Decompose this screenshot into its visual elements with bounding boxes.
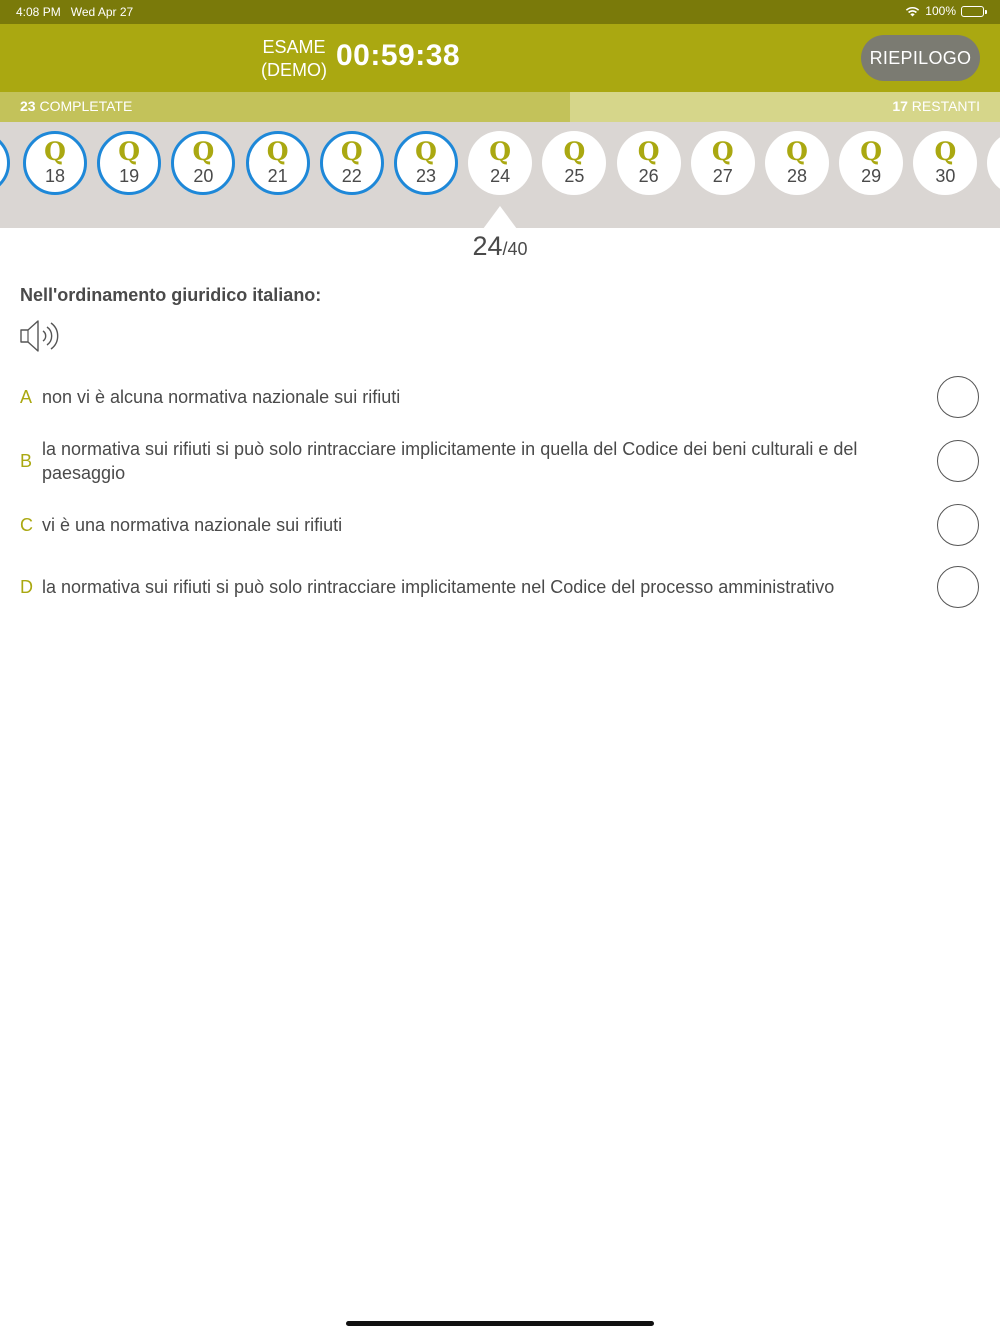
battery-icon <box>961 6 984 17</box>
question-nav-number: 22 <box>341 166 362 186</box>
question-nav-letter: Q <box>415 137 437 166</box>
exam-title-line1: ESAME <box>262 37 326 57</box>
question-nav-item[interactable] <box>97 131 161 195</box>
status-time: 4:08 PM Wed Apr 27 <box>16 5 134 19</box>
summary-button[interactable]: RIEPILOGO <box>861 35 980 81</box>
question-nav-number: 23 <box>415 166 437 186</box>
exam-title <box>258 36 330 82</box>
answer-radio-b[interactable] <box>937 440 979 482</box>
completed-label: 23 COMPLETATE <box>20 98 133 114</box>
question-nav-item[interactable] <box>542 131 606 195</box>
question-nav-item[interactable] <box>839 131 903 195</box>
question-nav-item-partial-right[interactable] <box>987 131 1000 195</box>
answer-radio-c[interactable] <box>937 504 979 546</box>
question-nav-letter: Q <box>489 137 512 166</box>
question-nav-letter: Q <box>860 137 883 166</box>
answer-text: vi è una normativa nazionale sui rifiuti <box>42 515 343 535</box>
question-nav-number: 20 <box>193 166 214 186</box>
question-nav-number: 24 <box>490 166 511 186</box>
question-nav-number: 19 <box>119 166 140 186</box>
answer-radio-a[interactable] <box>937 376 979 418</box>
question-nav-number: 25 <box>564 166 585 186</box>
battery-percent: 100% <box>925 4 956 18</box>
question-nav-item[interactable] <box>394 131 458 195</box>
answer-option-c[interactable] <box>20 504 980 546</box>
status-bar <box>0 0 1000 24</box>
answer-letter: B <box>20 450 33 471</box>
question-nav-letter: Q <box>563 137 586 166</box>
question-nav-item[interactable] <box>320 131 384 195</box>
question-nav-item[interactable] <box>765 131 829 195</box>
status-right <box>905 4 984 18</box>
question-nav-number: 26 <box>638 166 659 186</box>
question-nav-number: 21 <box>267 166 288 186</box>
question-nav-letter: Q <box>118 137 141 166</box>
question-nav-letter: Q <box>711 137 734 166</box>
remaining-label: 17 RESTANTI <box>892 98 980 114</box>
question-nav-item[interactable] <box>913 131 977 195</box>
question-nav-number: 29 <box>861 166 882 186</box>
answer-option-b[interactable] <box>20 437 980 485</box>
answer-letter: A <box>20 386 33 407</box>
answer-text: la normativa sui rifiuti si può solo rintracciare implicitamente nel Codice del processo amministrativo <box>42 577 835 597</box>
question-text: Nell'ordinamento giuridico italiano: <box>20 285 322 305</box>
question-nav-item[interactable] <box>691 131 755 195</box>
question-counter-total: /40 <box>502 239 528 259</box>
answer-option-d[interactable] <box>20 566 980 608</box>
answer-radio-d[interactable] <box>937 566 979 608</box>
question-nav-item[interactable] <box>246 131 310 195</box>
question-nav-number: 27 <box>712 166 733 186</box>
question-nav-letter: Q <box>340 137 363 166</box>
home-indicator[interactable] <box>346 1321 654 1326</box>
answer-letter: C <box>20 514 33 535</box>
question-nav-item[interactable] <box>171 131 235 195</box>
answer-text: la normativa sui rifiuti si può solo rintracciare implicitamente in quella del Codice dei beni culturali e del paesaggio <box>42 439 858 483</box>
question-nav-letter: Q <box>192 137 215 166</box>
exam-header <box>0 24 1000 92</box>
question-nav-letter: Q <box>786 137 808 166</box>
exam-timer: 00:59:38 <box>336 39 461 72</box>
question-nav-number: 18 <box>44 166 66 186</box>
speaker-icon[interactable] <box>18 316 62 356</box>
answer-option-a[interactable] <box>20 376 980 418</box>
exam-title-line2: (DEMO) <box>261 60 327 80</box>
question-nav-item[interactable] <box>468 131 532 195</box>
current-question-pointer <box>483 206 517 229</box>
question-nav-letter: Q <box>934 137 957 166</box>
progress-bar <box>0 92 1000 122</box>
question-nav-item-partial-left[interactable] <box>0 131 10 195</box>
question-nav-item[interactable] <box>23 131 87 195</box>
answer-text: non vi è alcuna normativa nazionale sui rifiuti <box>42 387 401 407</box>
answer-letter: D <box>20 576 33 597</box>
question-nav-letter: Q <box>266 137 289 166</box>
question-nav-number: 28 <box>786 166 808 186</box>
question-nav-number: 30 <box>935 166 956 186</box>
wifi-icon <box>905 6 920 17</box>
question-counter-current: 24 <box>472 231 503 261</box>
question-nav-letter: Q <box>44 137 66 166</box>
question-nav-item[interactable] <box>617 131 681 195</box>
question-counter <box>0 231 1000 262</box>
question-nav-letter: Q <box>637 137 660 166</box>
